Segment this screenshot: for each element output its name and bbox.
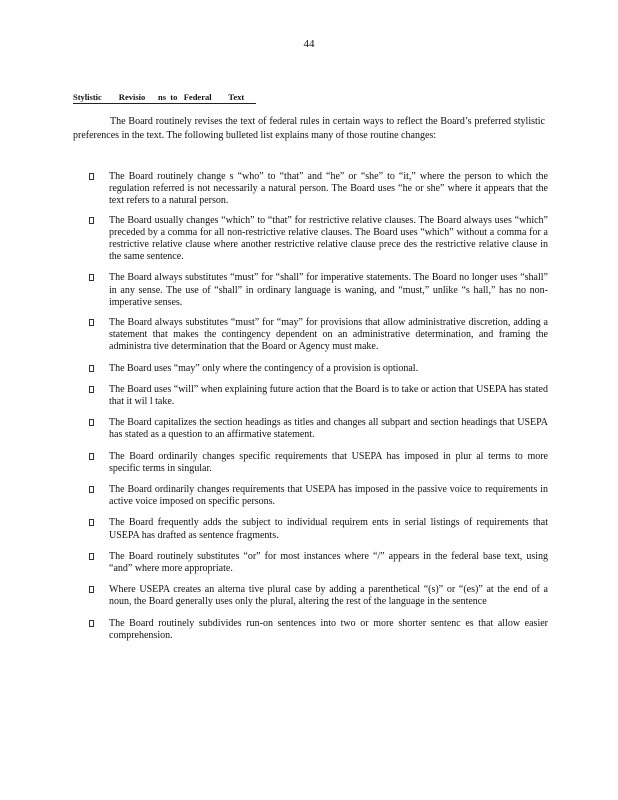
list-item: The Board routinely change s “who” to “that” and “he” or “she” to “it,” where the person to which the regulation referred is not necessarily a natural person. The Board uses “he or she” where it appears that the text refers to a natural person. (88, 171, 548, 208)
bullet-marker-icon (89, 173, 94, 180)
bullet-marker-icon (89, 553, 94, 560)
list-item: The Board uses “may” only where the contingency of a provision is optional. (88, 363, 548, 375)
list-item: The Board always substitutes “must” for “shall” for imperative statements. The Board no longer uses “shall” in any sense. The use of “shall” in ordinary language is waning, and “must,” unlike “s hall,” has no non-imperative senses. (88, 272, 548, 309)
bullet-marker-icon (89, 217, 94, 224)
bullet-marker-icon (89, 620, 94, 627)
list-item: The Board frequently adds the subject to individual requirem ents in serial listings of requirements that USEPA has drafted as sentence fragments. (88, 517, 548, 541)
bullet-marker-icon (89, 486, 94, 493)
list-item: The Board routinely subdivides run-on sentences into two or more shorter sentenc es that allow easier comprehension. (88, 618, 548, 642)
bullet-marker-icon (89, 519, 94, 526)
list-item: The Board always substitutes “must” for “may” for provisions that allow administrative discretion, adding a statement that makes the contingency dependent on an administrative determination, and framing the administra tive determination that the Board or Agency must make. (88, 317, 548, 354)
list-item: The Board capitalizes the section headings as titles and changes all subpart and section headings that USEPA has stated as a question to an affirmative statement. (88, 417, 548, 441)
section-heading: Stylistic Revisio ns to Federal Text (73, 92, 256, 104)
page-number: 44 (303, 38, 315, 50)
bullet-marker-icon (89, 386, 94, 393)
bullet-list (88, 171, 548, 642)
list-item: The Board usually changes “which” to “that” for restrictive relative clauses. The Board always uses “which” preceded by a comma for all non-restrictive relative clauses. The Board uses “which” without a comma for a restrictive relative clause where another restrictive relative clause prece des the restrictive relative clause in the same sentence. (88, 215, 548, 264)
intro-paragraph: The Board routinely revises the text of federal rules in certain ways to reflect the Board’s preferred stylistic preferences in the text. The following bulleted list explains many of those routine changes: (73, 116, 545, 141)
list-item: The Board uses “will” when explaining future action that the Board is to take or action that USEPA has stated that it wil l take. (88, 384, 548, 408)
list-item: The Board ordinarily changes requirements that USEPA has imposed in the passive voice to requirements in active voice imposed on specific persons. (88, 484, 548, 508)
bullet-marker-icon (89, 586, 94, 593)
bullet-marker-icon (89, 419, 94, 426)
list-item: The Board routinely substitutes “or” for most instances where “/” appears in the federal base text, using “and” where more appropriate. (88, 551, 548, 575)
bullet-marker-icon (89, 319, 94, 326)
list-item: The Board ordinarily changes specific requirements that USEPA has imposed in plur al terms to more specific terms in singular. (88, 451, 548, 475)
bullet-marker-icon (89, 274, 94, 281)
bullet-marker-icon (89, 453, 94, 460)
list-item: Where USEPA creates an alterna tive plural case by adding a parenthetical “(s)” or “(es)” at the end of a noun, the Board generally uses only the plural, altering the rest of the language in the sentence (88, 584, 548, 608)
bullet-marker-icon (89, 365, 94, 372)
